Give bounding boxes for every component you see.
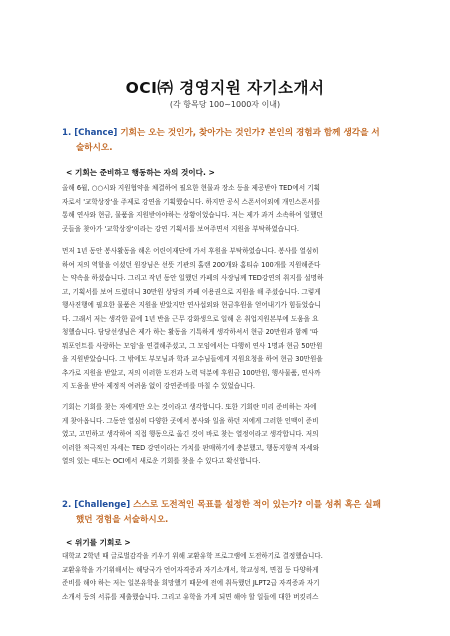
question-2 (62, 498, 392, 527)
text-line: 고, 기획서를 보여 드렸더니 30만원 상당의 카페 이용권으로 지원을 해 주셨습니다. 그렇게 (62, 287, 321, 296)
text-line: 지 도움을 받아 제정적 여려움 없이 강연준비를 마칠 수 있었습니다. (62, 382, 255, 390)
text-line: 기회는 기회를 찾는 자에게만 오는 것이라고 생각합니다. 또한 기회란 미리 준비하는 자에 (62, 403, 317, 411)
question-2-text-line2: 했던 경험을 서술하시오. (76, 514, 169, 525)
question-1-text-line2: 술하시오. (76, 142, 113, 153)
text-line: 소개서 등의 서류를 제출했습니다. 그리고 유학을 가게 되면 해야 할 일들에 대한 버킷리스 (62, 592, 319, 601)
question-1-tag: 1. [Chance] (62, 128, 118, 138)
text-line: 준비를 해야 하는 저는 일본유학을 희망했기 때문에 전에 취득했던 JLPT2급 자격증과 자기 (62, 579, 320, 587)
text-line: 였고, 고민하고 생각하여 직접 행동으로 옮긴 것이 바로 찾는 열정이라고 생각합니다. 저의 (62, 430, 319, 438)
page-subtitle: (각 항목당 100~1000자 이내) (169, 100, 281, 109)
page-title: OCI㈜ 경영지원 자기소개서 (125, 79, 325, 97)
question-2-text: 스스로 도전적인 목표를 설정한 적이 있는가? 이를 성취 혹은 실패 (130, 500, 381, 510)
text-line: 올해 6월, ○○시와 지원협약을 체결하여 필요한 현물과 장소 등을 제공받아 TED에서 기획 (62, 184, 320, 192)
section-1-paragraph-3 (62, 401, 392, 469)
text-line: 뭐포인트를 사랑하는 모임'을 연결해주셨고, 그 모임에서는 다행히 연사 1명과 현금 50만원 (62, 341, 323, 350)
text-line: 는 약속을 하셨습니다. 그리고 작년 동안 일했던 카페의 사장님께 TED강연의 취지를 설명하 (62, 274, 324, 282)
text-line: 교환유학을 가기위해서는 해당국가 언어자격증과 자기소개서, 학교성적, 면접 등 다양하게 (62, 565, 319, 574)
text-line: 행사진행에 필요한 물품은 지원을 받았지만 연사섭외와 현금후원을 얻어내기가 힘들었습니 (62, 301, 321, 309)
text-line: 자로서 '교학상장'을 주제로 강연을 기획했습니다. 하지만 공식 스폰서이외에 개인스폰서를 (62, 197, 321, 206)
text-line: 추가로 지원을 받았고, 저의 이러한 도전과 노력 덕분에 후원금 100만원, 행사물품, 연사까 (62, 368, 321, 377)
text-line: 대학교 2학년 때 글로벌감각을 키우기 위해 교환유학 프로그램에 도전하기로 결정했습니다. (62, 552, 323, 560)
text-line: 다. 그래서 저는 생각한 끝에 1년 반을 근무 강화생으로 일해 온 취업지원본부에 도움을 요 (62, 314, 319, 323)
section-1-paragraph-1 (62, 182, 392, 236)
question-2-tag: 2. [Challenge] (62, 500, 131, 510)
text-line: 을 지원받았습니다. 그 밖에도 부모님과 학과 교수님들에게 지원요청을 하여 현금 30만원을 (62, 355, 323, 363)
text-line: 통해 연사와 현금, 물품을 지원받아야하는 상황이었습니다. 저는 제가 과거 소속하여 일했던 (62, 211, 323, 219)
text-line: 이러한 적극적인 자세는 TED 강연이라는 가치를 판매하기에 충분했고, 행동지향적 자세와 (62, 443, 320, 452)
section-2-subheading: < 위기를 기회로 > (66, 538, 131, 547)
section-1-paragraph-2 (62, 245, 392, 394)
text-line: 청했습니다. 담당선생님은 제가 하는 활동을 기특하게 생각하셔서 현금 20만원과 함께 '따 (62, 328, 319, 336)
question-1 (62, 126, 392, 155)
section-1-subheading: < 기회는 준비하고 행동하는 자의 것이다. > (66, 168, 215, 177)
text-line: 게 찾아옵니다. 그동안 열심히 다양한 곳에서 봉사와 일을 하던 저에게 그러한 인맥이 준비 (62, 416, 319, 425)
question-1-text: 기회는 오는 것인가, 찾아가는 것인가? 본인의 경험과 함께 생각을 서 (117, 128, 380, 138)
text-line: 곳들을 찾아가 '교학상장'이라는 강연 기획서를 보여주면서 지원을 부탁하였습니다. (62, 224, 299, 233)
text-line: 먼저 1년 동안 봉사활동을 해온 어린이재단에 가서 후원을 부탁하였습니다. 봉사를 열심히 (62, 247, 319, 255)
text-line: 하여 저의 역할을 이셨던 원장님은 선뜻 기관의 홀랜 200개와 홈티슈 100개를 지원해준다 (62, 260, 321, 269)
section-2-paragraph-1 (62, 550, 392, 604)
text-line: 열의 있는 태도는 OCI에서 새로운 기회를 찾을 수 있다고 확신합니다. (62, 457, 261, 465)
